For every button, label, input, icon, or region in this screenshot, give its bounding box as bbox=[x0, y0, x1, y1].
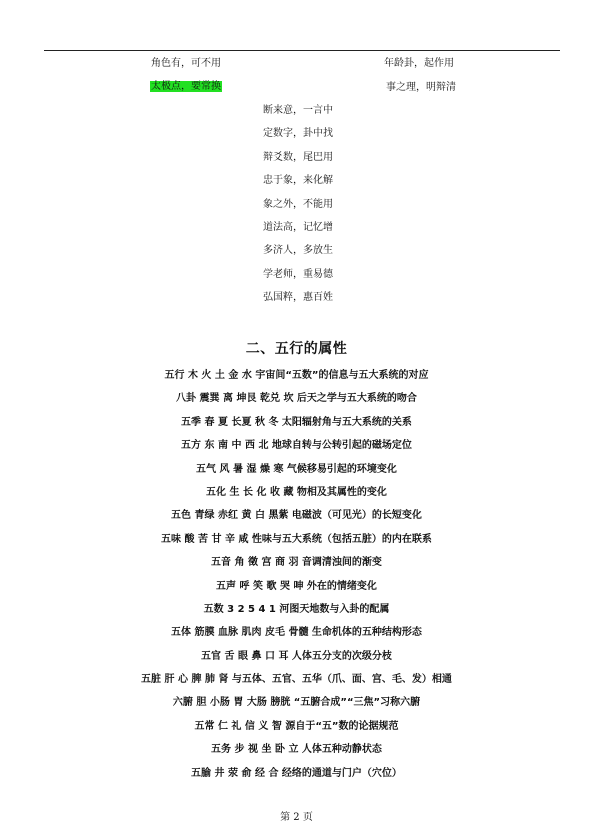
attribute-line: 八卦 震巽 离 坤艮 乾兑 坎 后天之学与五大系统的吻合 bbox=[176, 393, 417, 405]
page-number: 第 2 页 bbox=[280, 812, 313, 823]
verse-line: 弘国粹，惠百姓 bbox=[263, 292, 333, 304]
pair-1-left: 角色有，可不用 bbox=[151, 58, 221, 69]
attribute-line: 六腑 胆 小肠 胃 大肠 膀胱 “五腑合成”“三焦”习称六腑 bbox=[172, 697, 421, 709]
verse-line: 断来意，一言中 bbox=[263, 105, 333, 116]
verse-line: 多济人，多放生 bbox=[263, 245, 333, 257]
pair-1-right: 年龄卦，起作用 bbox=[384, 58, 454, 69]
attribute-line: 五脏 肝 心 脾 肺 肾 与五体、五官、五华（爪、面、宫、毛、发）相通 bbox=[141, 674, 452, 686]
attribute-line: 五常 仁 礼 信 义 智 源自于“五”数的论据规范 bbox=[194, 720, 399, 732]
attribute-line: 五声 呼 笑 歌 哭 呻 外在的情绪变化 bbox=[216, 580, 377, 592]
verse-line: 象之外，不能用 bbox=[263, 198, 333, 210]
attribute-line: 五体 筋膜 血脉 肌肉 皮毛 骨髓 生命机体的五种结构形态 bbox=[171, 627, 422, 639]
verse-line: 定数字，卦中找 bbox=[263, 128, 333, 140]
header-rule bbox=[44, 50, 560, 51]
attribute-line: 五音 角 徵 宫 商 羽 音调清浊间的渐变 bbox=[211, 557, 382, 569]
verse-line: 辩爻数，尾巴用 bbox=[263, 151, 333, 163]
attribute-line: 五腧 井 荥 俞 经 合 经络的通道与门户（穴位） bbox=[191, 767, 402, 779]
attribute-line: 五味 酸 苦 甘 辛 咸 性味与五大系统（包括五脏）的内在联系 bbox=[161, 533, 432, 545]
attribute-line: 五季 春 夏 长夏 秋 冬 太阳辐射角与五大系统的关系 bbox=[181, 416, 412, 428]
attribute-line: 五务 步 视 坐 卧 立 人体五种动静状态 bbox=[211, 744, 382, 756]
attribute-list bbox=[0, 369, 593, 790]
attribute-line: 五气 风 暑 湿 燥 寒 气候移易引起的环境变化 bbox=[196, 463, 397, 475]
attribute-line: 五行 木 火 土 金 水 宇宙间“五数”的信息与五大系统的对应 bbox=[164, 370, 429, 381]
attribute-line: 五方 东 南 中 西 北 地球自转与公转引起的磁场定位 bbox=[181, 440, 412, 452]
attribute-line: 五化 生 长 化 收 藏 物相及其属性的变化 bbox=[206, 486, 387, 498]
verse-line: 忠于象，来化解 bbox=[263, 175, 333, 187]
verse-line: 学老师，重易德 bbox=[263, 268, 333, 280]
verse-line: 道法高，记忆增 bbox=[263, 221, 333, 233]
attribute-line: 五官 舌 眼 鼻 口 耳 人体五分支的次级分枝 bbox=[201, 650, 392, 662]
attribute-line: 五色 青绿 赤红 黄 白 黑紫 电磁波（可见光）的长短变化 bbox=[171, 510, 422, 522]
highlighted-text: 太极点，要常换 bbox=[151, 81, 221, 92]
verse-list bbox=[0, 104, 593, 315]
pair-2-right: 事之理，明辩清 bbox=[386, 82, 456, 93]
pair-2-left-wrap bbox=[150, 80, 222, 94]
attribute-line: 五数 3 2 5 4 1 河图天地数与入卦的配属 bbox=[203, 603, 390, 615]
section-heading: 二、五行的属性 bbox=[245, 341, 348, 357]
